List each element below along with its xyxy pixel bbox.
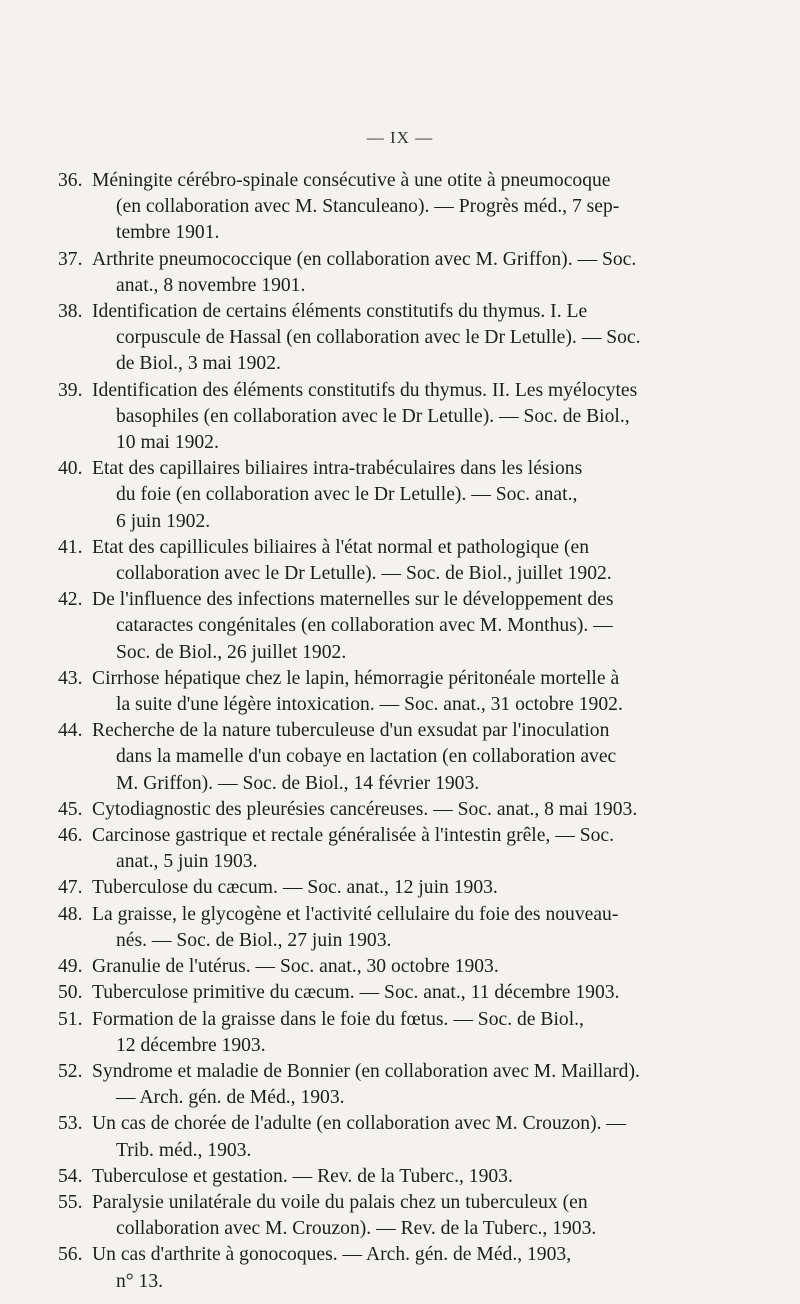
entry-number: 50. [58, 982, 83, 1004]
entry-text-line: anat., 5 juin 1903. [116, 851, 258, 873]
entry-text-line: Tuberculose primitive du cæcum. — Soc. anat., 11 décembre 1903. [92, 982, 620, 1004]
entry-text-line: Syndrome et maladie de Bonnier (en collaboration avec M. Maillard). [92, 1060, 640, 1082]
entry-text-line: anat., 8 novembre 1901. [116, 274, 306, 296]
entry-number: 42. [58, 589, 83, 611]
entry-text-line: Un cas d'arthrite à gonocoques. — Arch. gén. de Méd., 1903, [92, 1244, 572, 1266]
entry-number: 54. [58, 1165, 83, 1187]
entry-text-line: 12 décembre 1903. [116, 1034, 266, 1056]
entry-text-line: la suite d'une légère intoxication. — Soc. anat., 31 octobre 1902. [116, 694, 623, 716]
entry-number: 37. [58, 248, 83, 270]
entry-text-line: de Biol., 3 mai 1902. [116, 353, 281, 375]
entry-text-line: Cytodiagnostic des pleurésies cancéreuses. — Soc. anat., 8 mai 1903. [92, 798, 638, 820]
entry-text-line: Etat des capillaires biliaires intra-trabéculaires dans les lésions [92, 458, 583, 480]
entry-text-line: collaboration avec M. Crouzon). — Rev. de la Tuberc., 1903. [116, 1218, 597, 1240]
entry-text-line: 6 juin 1902. [116, 510, 211, 532]
bibliography-entry [58, 954, 680, 980]
entry-text-line: corpuscule de Hassal (en collaboration avec le Dr Letulle). — Soc. [116, 327, 641, 349]
entry-text-line: collaboration avec le Dr Letulle). — Soc. de Biol., juillet 1902. [116, 563, 612, 585]
entry-number: 52. [58, 1060, 83, 1082]
entry-text-line: Recherche de la nature tuberculeuse d'un exsudat par l'inoculation [92, 720, 610, 742]
entry-text-line: basophiles (en collaboration avec le Dr Letulle). — Soc. de Biol., [116, 405, 630, 427]
entry-text-line: Etat des capillicules biliaires à l'état normal et pathologique (en [92, 536, 590, 558]
entry-text-line: Carcinose gastrique et rectale généralisée à l'intestin grêle, — Soc. [92, 825, 615, 847]
entry-text-line: du foie (en collaboration avec le Dr Letulle). — Soc. anat., [116, 484, 578, 506]
entry-text-line: tembre 1901. [116, 222, 220, 244]
bibliography-entry [58, 587, 680, 666]
bibliography-entry [58, 1007, 680, 1059]
bibliography-entry [58, 1242, 680, 1294]
bibliography-entry [58, 823, 680, 875]
entry-number: 51. [58, 1008, 83, 1030]
entry-text-line: Soc. de Biol., 26 juillet 1902. [116, 641, 347, 663]
entry-text-line: Méningite cérébro-spinale consécutive à une otite à pneumocoque [92, 170, 611, 191]
bibliography-entry [58, 299, 680, 378]
entry-text-line: Formation de la graisse dans le foie du fœtus. — Soc. de Biol., [92, 1008, 584, 1030]
bibliography-entry [58, 378, 680, 457]
entry-number: 38. [58, 301, 83, 323]
entry-text-line: — Arch. gén. de Méd., 1903. [116, 1087, 345, 1109]
entry-text-line: Tuberculose du cæcum. — Soc. anat., 12 juin 1903. [92, 877, 498, 899]
bibliography-entry [58, 875, 680, 901]
entry-text-line: (en collaboration avec M. Stanculeano). — Progrès méd., 7 sep- [116, 196, 620, 218]
entry-text-line: nés. — Soc. de Biol., 27 juin 1903. [116, 929, 392, 951]
bibliography-entry [58, 456, 680, 535]
entry-number: 55. [58, 1191, 83, 1213]
entry-number: 36. [58, 170, 83, 191]
entry-text-line: M. Griffon). — Soc. de Biol., 14 février 1903. [116, 772, 480, 794]
entry-text-line: cataractes congénitales (en collaboration avec M. Monthus). — [116, 615, 613, 637]
entry-number: 40. [58, 458, 83, 480]
entry-text-line: Granulie de l'utérus. — Soc. anat., 30 octobre 1903. [92, 956, 499, 978]
bibliography-entry [58, 666, 680, 718]
entry-number: 48. [58, 903, 83, 925]
bibliography-entry [58, 902, 680, 954]
entry-number: 46. [58, 825, 83, 847]
entry-number: 53. [58, 1113, 83, 1135]
entry-number: 39. [58, 379, 83, 401]
entry-number: 56. [58, 1244, 83, 1266]
entry-text-line: Identification de certains éléments constitutifs du thymus. I. Le [92, 301, 588, 323]
bibliography-entry [58, 718, 680, 797]
entry-number: 45. [58, 798, 83, 820]
entry-text-line: dans la mamelle d'un cobaye en lactation (en collaboration avec [116, 746, 617, 768]
entry-number: 41. [58, 536, 83, 558]
entry-number: 43. [58, 667, 83, 689]
entry-text-line: Paralysie unilatérale du voile du palais chez un tuberculeux (en [92, 1191, 588, 1213]
entry-text-line: Identification des éléments constitutifs du thymus. II. Les myélocytes [92, 379, 638, 401]
bibliography-entry [58, 1111, 680, 1163]
bibliography-entry [58, 1059, 680, 1111]
bibliography-entry [58, 247, 680, 299]
entry-text-line: De l'influence des infections maternelles sur le développement des [92, 589, 614, 611]
entry-text-line: n° 13. [116, 1270, 164, 1292]
entry-text-line: La graisse, le glycogène et l'activité cellulaire du foie des nouveau- [92, 903, 619, 925]
entry-number: 44. [58, 720, 83, 742]
page-number-header: — IX — [366, 128, 434, 147]
entry-text-line: 10 mai 1902. [116, 432, 219, 454]
entry-text-line: Cirrhose hépatique chez le lapin, hémorragie péritonéale mortelle à [92, 667, 620, 689]
bibliography-entry [58, 1164, 680, 1190]
entry-text-line: Trib. méd., 1903. [116, 1139, 252, 1161]
bibliography-entry [58, 168, 680, 247]
entry-text-line: Tuberculose et gestation. — Rev. de la Tuberc., 1903. [92, 1165, 513, 1187]
entry-number: 49. [58, 956, 83, 978]
bibliography-entry [58, 797, 680, 823]
entry-number: 47. [58, 877, 83, 899]
entry-text-line: Un cas de chorée de l'adulte (en collaboration avec M. Crouzon). — [92, 1113, 626, 1135]
bibliography-entry [58, 1190, 680, 1242]
bibliography-list [58, 168, 680, 1295]
bibliography-entry [58, 535, 680, 587]
bibliography-entry [58, 980, 680, 1006]
entry-text-line: Arthrite pneumococcique (en collaboration avec M. Griffon). — Soc. [92, 248, 637, 270]
